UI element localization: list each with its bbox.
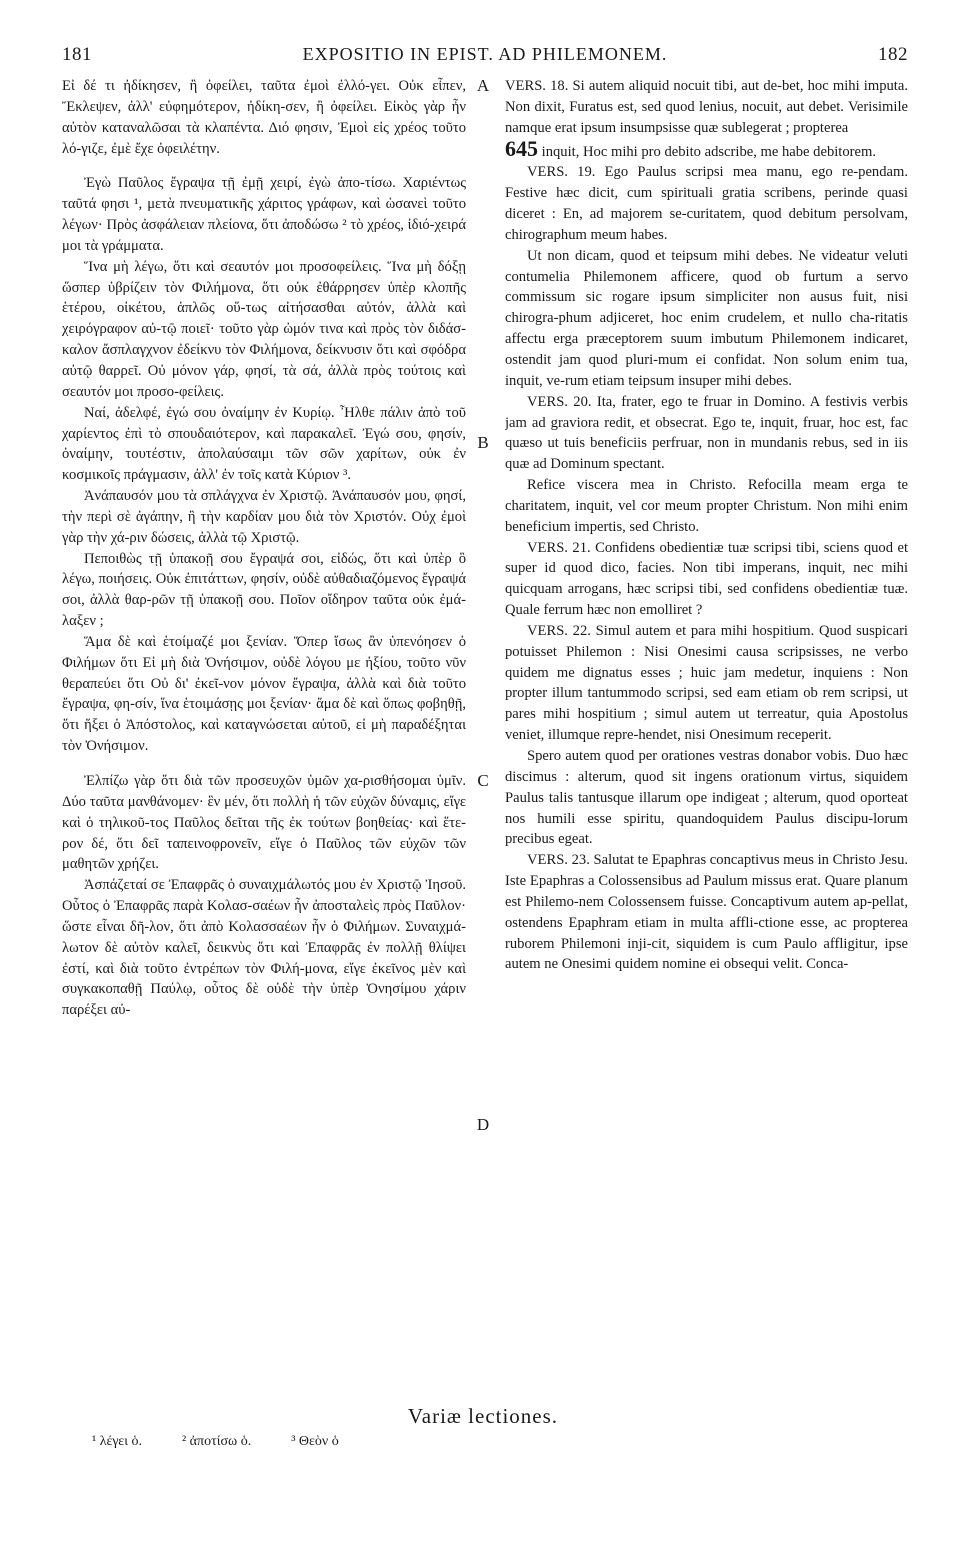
greek-paragraph: Ναί, ἀδελφέ, ἐγώ σου ὀναίμην ἐν Κυρίῳ. Ἦλθε πάλιν ἀπὸ τοῦ χαρίεντος ἐπὶ τὸ σπουδαιότερον, καὶ παρακαλεῖ. Ἐγώ σου, φησίν, ὀναίμην, τουτέστιν, ἀπολαύσαιμι τῶν σῶν χαρίτων, οὐκ ἐν κοσμικοῖς πράγμασιν, ἀλλ' ἐν τοῖς κατὰ Κύριον ³. <box>62 404 466 484</box>
greek-paragraph: Ἐλπίζω γὰρ ὅτι διὰ τῶν προσευχῶν ὑμῶν χα-ρισθήσομαι ὑμῖν. Δύο ταῦτα μανθάνομεν· ἓν μέν, ὅτι πολλὴ ἡ τῶν εὐχῶν δύναμις, εἴγε καὶ ὁ τηλικοῦ-τος Παῦλος δεῖται τῆς ἐκ τούτων βοηθείας· καὶ ἕτε-ρον δέ, ὅτι δεῖ ταπεινοφρονεῖν, εἴγε ὁ Παῦλος τῶν εὐχῶν τῶν μαθητῶν χρήζει. <box>62 773 466 873</box>
greek-paragraph: Ἀσπάζεταί σε Ἐπαφρᾶς ὁ συναιχμάλωτός μου ἐν Χριστῷ Ἰησοῦ. Οὗτος ὁ Ἐπαφρᾶς παρὰ Κολασ-σαέων ἦν ἀποσταλεὶς πρὸς Παῦλον· ὥστε εἶναι δῆ-λον, ὅτι ἀπὸ Κολασσαέων ἦν ὁ Φιλήμων. Συναιχμά-λωτον δὲ αὐτὸν καλεῖ, δεικνὺς ὅτι καὶ Ἐπαφρᾶς ἐν πολλῇ θλίψει ἐστί, καὶ διὰ τοῦτο ἐντρέπων τὸν Φιλή-μονα, εἴγε ἐκεῖνος μὲν καὶ συγκακοπαθῇ Παύλῳ, οὗτος δὲ οὐδὲ τὴν ὑπὲρ Ὀνησίμου χάριν παρέξει αὐ- <box>62 877 466 1019</box>
latin-text: inquit, Hoc mihi pro debito adscribe, me habe debitorem. <box>538 143 877 160</box>
footnote-3: ³ Θεὸν ὁ <box>291 1434 339 1449</box>
running-header <box>62 44 908 70</box>
margin-marker-c: C <box>477 771 489 790</box>
footnote-2: ² ἀποτίσω ὁ. <box>181 1434 252 1449</box>
latin-paragraph: VERS. 21. Confidens obedientiæ tuæ scripsi tibi, sciens quod et super id quod dico, facies. Non tibi imperans, inquit, nec mihi quicquam arrogans, hæc scripsi tibi, sed confidens obedientiæ tuæ. Quale ferrum hæc non emolliret ? <box>505 539 908 619</box>
latin-paragraph: VERS. 22. Simul autem et para mihi hospitium. Quod suspicari potuisset Philemon : Nisi Onesimi causa scripsisses, ne verbo quidem me dignatus esses ; huic jam medetur, inquiens : Non propter illum tantummodo scripsi, sed eam etiam ob rem scripsi, ut pares mihi hospitium ; simul autem ut terreatur, quia Apostolus veniet, illumque repre-hendet, nisi Onesimum receperit. <box>505 622 908 744</box>
variae-lectiones-heading: Variæ lectiones. <box>407 1404 559 1428</box>
latin-paragraph: Refice viscera mea in Christo. Refocilla meam erga te charitatem, inquit, vel cor meum propter Christum. Non mihi enim beneficium impertis, sed Christo. <box>505 477 908 535</box>
page-number-right: 182 <box>877 44 908 65</box>
latin-paragraph: VERS. 19. Ego Paulus scripsi mea manu, ego re-pendam. Festive hæc dicit, cum spirituali gratia scribens, perinde quasi diceret : En, ad majorem se-curitatem, quod debitum persolvam, chirographum meum habes. <box>505 164 908 243</box>
latin-paragraph <box>505 76 908 162</box>
latin-text: VERS. 18. Si autem aliquid nocuit tibi, aut de-bet, hoc mihi imputa. Non dixit, Furatus est, sed quod lenius, nocuit, aut debet. Verisimile namque erat ipsum insumpsisse quæ sublegerat ; propterea <box>505 78 908 136</box>
greek-paragraph: Ἅμα δὲ καὶ ἑτοίμαζέ μοι ξενίαν. Ὅπερ ἴσως ἂν ὑπενόησεν ὁ Φιλήμων ὅτι Εἰ μὴ διὰ Ὀνήσιμον, οὐδὲ λόγου με ἠξίου, τοῦτο νῦν θεραπεύει ὅτι Οὐ δι' ἐκεῖ-νον μόνον ἔγραψα, ἀλλὰ καὶ διὰ τοῦτο ἔγραψα, φη-σίν, ἵνα ἑτοιμάσῃς μοι ξενίαν· ἅμα δὲ καὶ ὅπως φοβηθῇ, ὅτι ἥξει ὁ Ἀπόστολος, καὶ καταγνώσεται αὐτοῦ, εἰ μὴ παραδέξηται τὸν Ὀνήσιμον. <box>62 633 466 755</box>
greek-paragraph: Εἰ δέ τι ἠδίκησεν, ἢ ὀφείλει, ταῦτα ἐμοὶ ἐλλό-γει. Οὐκ εἶπεν, Ἔκλεψεν, ἀλλ' εὐφημότερον, ἠδίκη-σεν, ἢ ὀφείλει. Εἰκὸς γὰρ ἦν αὐτὸν καταναλῶσαι τὰ κλαπέντα. Διό φησιν, Ἐμοὶ εἰς χρέος τοῦτο λό-γιζε, ἐμὲ ἔχε ὀφειλέτην. <box>62 78 466 157</box>
page-number-left: 181 <box>62 44 92 65</box>
greek-paragraph: Πεποιθὼς τῇ ὑπακοῇ σου ἔγραψά σοι, εἰδώς, ὅτι καὶ ὑπὲρ ὃ λέγω, ποιήσεις. Οὐκ ἐπιτάττων, φησίν, οὐδὲ αὐθαδιαζόμενος ἔγραψά σοι, ἀλλὰ θαρ-ρῶν τῇ ὑπακοῇ σου. Ποῖον οἴδηρον ταῦτα οὐκ ἐμά-λαξεν ; <box>62 550 466 630</box>
greek-column <box>62 76 466 1396</box>
latin-paragraph: VERS. 23. Salutat te Epaphras concaptivus meus in Christo Jesu. Iste Epaphras a Colossensibus ad Paulum missus erat. Quare planum est Philemo-nem Colossensem fuisse. Concaptivum autem ap-pellat, ostendens Epaphram etiam in multa affli-ctione esse, ac propterea ruborem Philemoni inji-cit, siquidem is cum Paulo affligitur, ipse autem ne Onesimi quidem nomine ei obsequi velit. Conca- <box>505 852 908 973</box>
footnotes <box>92 1434 339 1450</box>
column-number-645: 645 <box>505 135 538 161</box>
latin-column <box>505 76 908 1396</box>
latin-paragraph: Ut non dicam, quod et teipsum mihi debes. Ne videatur veluti contumelia Philemonem afficere, quod ob furtum a servo commissum sic rogare ipsum simpliciter non ausus fuit, nisi chirogra-phum adjiceret, hoc enim crudelem, et nullo cha-ritatis affectu erga præceptorem suum imbutum Philemonem indicaret, ostendit jam quod pluri-mum ei confidat. Non solum enim tua, inquit, ve-rum etiam teipsum insuper mihi debes. <box>505 247 908 389</box>
greek-paragraph: Ἀνάπαυσόν μου τὰ σπλάγχνα ἐν Χριστῷ. Ἀνάπαυσόν μου, φησί, τὴν περὶ σὲ ἀγάπην, ἢ τὴν καρδίαν μου διὰ τὸν Χριστόν. Οὐχ ἐμοὶ γὰρ τὴν χά-ριν δώσεις, ἀλλὰ τῷ Χριστῷ. <box>62 488 466 546</box>
latin-paragraph: Spero autem quod per orationes vestras donabor vobis. Duo hæc discimus : alterum, quod sit ingens orationum virtus, siquidem Paulus talis tantusque illarum ope indigeat ; alterum, quod oporteat nos humili esse spiritu, quandoquidem Paulus discipu-lorum precibus egeat. <box>505 748 908 848</box>
footnote-1: ¹ λέγει ὁ. <box>92 1434 142 1449</box>
greek-paragraph: Ἵνα μὴ λέγω, ὅτι καὶ σεαυτόν μοι προσοφείλεις. Ἵνα μὴ δόξῃ ὥσπερ ὑβρίζειν τὸν Φιλήμονα, ὅτι οὐκ ἐθάρρησεν ὑπὲρ κλοπῆς ἑτέρου, οἰκέτου, ἁπλῶς οὕ-τως αἰτήσασθαι αὐτόν, ἀλλὰ καὶ χειρόγραφον αὐ-τῷ ποιεῖ· τοῦτο γὰρ ὠμόν τινα καὶ πρὸς τὸν διδάσ-καλον ἄσπλαγχνον ἐδείκνυ τὸν Φιλήμονα, δείκνυσιν ὅτι καὶ σφόδρα αὐτῷ θαρρεῖ. Οὐ μόνον γάρ, φησί, τὰ σά, ἀλλὰ πρὸς τούτοις καὶ σεαυτόν μοι προσο-φείλεις. <box>62 258 466 400</box>
latin-paragraph: VERS. 20. Ita, frater, ego te fruar in Domino. A festivis verbis jam ad graviora redit, et obsecrat. Ego te, inquit, fruar, hoc est, fac quæso ut tuis beneficiis perfruar, non in mundanis rebus, sed in iis quæ ad Dominum spectant. <box>505 393 908 473</box>
margin-marker-b: B <box>477 433 489 452</box>
greek-paragraph: Ἐγὼ Παῦλος ἔγραψα τῇ ἐμῇ χειρί, ἐγὼ ἀπο-τίσω. Χαριέντως ταῦτά φησι ¹, μετὰ πνευματικῆς χάριτος γράφων, καὶ ὡσανεὶ τοῦτο λέγων· Πρὸς ἀσφάλειαν πλείονα, ὅτι ἀποδώσω ² τὸ χρέος, ἰδιό-χειρά μοι τὰ γράμματα. <box>62 175 466 254</box>
margin-marker-d: D <box>476 1115 490 1134</box>
running-title: EXPOSITIO IN EPIST. AD PHILEMONEM. <box>302 44 668 64</box>
margin-marker-a: A <box>476 76 490 95</box>
